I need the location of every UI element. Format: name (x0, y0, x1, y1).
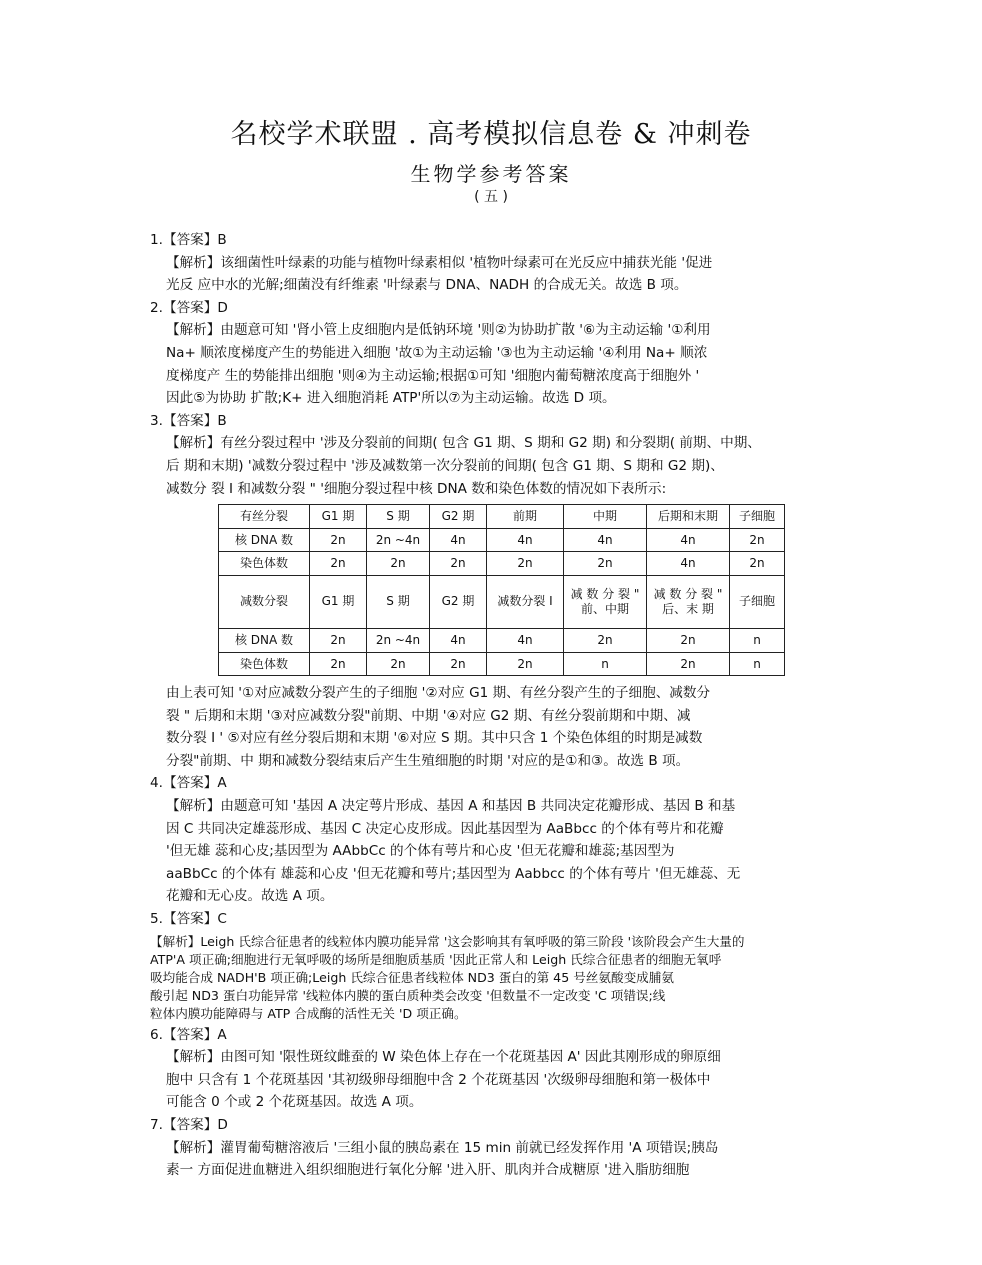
table-cell: 4n (430, 528, 487, 552)
q3-conclusion-line: 分裂"前期、中 期和减数分裂结束后产生生殖细胞的时期 '对应的是①和③。故选 B 项。 (166, 752, 690, 769)
table-cell: 染色体数 (219, 652, 310, 676)
q6-explanation-line: 胞中 只含有 1 个花斑基因 '其初级卵母细胞中含 2 个花斑基因 '次级卵母细胞和第一极体中 (166, 1071, 711, 1088)
q5-explanation-line: 粒体内膜功能障碍与 ATP 合成酶的活性无关 'D 项正确。 (150, 1005, 467, 1021)
table-cell: 2n (647, 628, 730, 652)
table-cell: 2n ~4n (367, 528, 430, 552)
q2-explanation-line: 【解析】由题意可知 '肾小管上皮细胞内是低钠环境 '则②为协助扩散 '⑥为主动运输 '①利用 (166, 322, 711, 339)
q3-explanation-line: 【解析】有丝分裂过程中 '涉及分裂前的间期( 包含 G1 期、S 期和 G2 期) 和分裂期( 前期、中期、 (166, 435, 761, 452)
table-row (219, 528, 785, 552)
q1-explanation-line: 【解析】该细菌性叶绿素的功能与植物叶绿素相似 '植物叶绿素可在光反应中捕获光能 '促进 (166, 254, 713, 271)
table-cell: G2 期 (430, 575, 487, 628)
table-cell: 2n (367, 552, 430, 576)
table-row (219, 652, 785, 676)
table-cell: 2n (310, 552, 367, 576)
volume-label: ( 五 ) (474, 189, 508, 205)
q3-answer: 3.【答案】B (150, 412, 227, 429)
table-cell: 4n (647, 528, 730, 552)
table-cell: 减 数 分 裂 " 前、中期 (564, 575, 647, 628)
cell-division-table (218, 504, 785, 676)
q5-answer: 5.【答案】C (150, 911, 227, 928)
q4-explanation-line: 因 C 共同决定雄蕊形成、基因 C 决定心皮形成。因此基因型为 AaBbcc 的个体有萼片和花瓣 (166, 820, 724, 837)
q1-explanation-line: 光反 应中水的光解;细菌没有纤维素 '叶绿素与 DNA、NADH 的合成无关。故选 B 项。 (166, 277, 688, 294)
table-cell: S 期 (367, 505, 430, 529)
table-cell: 减数分裂 Ⅰ (487, 575, 564, 628)
table-cell: 4n (487, 628, 564, 652)
table-cell: 2n (430, 652, 487, 676)
table-cell: 2n (310, 652, 367, 676)
table-cell: 减数分裂 (219, 575, 310, 628)
table-cell: 有丝分裂 (219, 505, 310, 529)
table-cell: 4n (647, 552, 730, 576)
table-row (219, 628, 785, 652)
table-cell: 染色体数 (219, 552, 310, 576)
q7-answer: 7.【答案】D (150, 1117, 228, 1133)
table-cell: 2n (367, 652, 430, 676)
table-cell: 核 DNA 数 (219, 528, 310, 552)
q4-explanation-line: 花瓣和无心皮。故选 A 项。 (166, 888, 334, 905)
table-row (219, 575, 785, 628)
table-cell: 减 数 分 裂 " 后、末 期 (647, 575, 730, 628)
q2-explanation-line: Na+ 顺浓度梯度产生的势能进入细胞 '故①为主动运输 '③也为主动运输 '④利用 Na+ 顺浓 (166, 344, 708, 361)
table-cell: 2n (310, 628, 367, 652)
q6-answer: 6.【答案】A (150, 1026, 227, 1043)
answer-content (150, 229, 860, 1182)
table-cell: 2n (430, 552, 487, 576)
table-cell: 2n (730, 552, 785, 576)
table-cell: n (730, 628, 785, 652)
table-cell: G1 期 (310, 575, 367, 628)
q7-explanation-line: 【解析】灌胃葡萄糖溶液后 '三组小鼠的胰岛素在 15 min 前就已经发挥作用 'A 项错误;胰岛 (166, 1139, 719, 1156)
table-cell: n (564, 652, 647, 676)
table-cell: 子细胞 (730, 505, 785, 529)
table-cell: 核 DNA 数 (219, 628, 310, 652)
q4-answer: 4.【答案】A (150, 775, 227, 792)
table-cell: 后期和末期 (647, 505, 730, 529)
table-cell: S 期 (367, 575, 430, 628)
table-cell: 2n ~4n (367, 628, 430, 652)
q2-explanation-line: 因此⑤为协助 扩散;K+ 进入细胞消耗 ATP'所以⑦为主动运输。故选 D 项。 (166, 390, 616, 407)
table-cell: G2 期 (430, 505, 487, 529)
q2-explanation-line: 度梯度产 生的势能排出细胞 '则④为主动运输;根据①可知 '细胞内葡萄糖浓度高于细胞外 ' (166, 367, 700, 384)
table-cell: 4n (564, 528, 647, 552)
table-row (219, 552, 785, 576)
q3-conclusion-line: 由上表可知 '①对应减数分裂产生的子细胞 '②对应 G1 期、有丝分裂产生的子细胞、减数分 (166, 685, 711, 702)
table-cell: 4n (487, 528, 564, 552)
table-cell: 2n (564, 628, 647, 652)
table-cell: 2n (730, 528, 785, 552)
q4-explanation-line: '但无雄 蕊和心皮;基因型为 AAbbCc 的个体有萼片和心皮 '但无花瓣和雄蕊;基因型为 (166, 843, 675, 860)
table-cell: 4n (430, 628, 487, 652)
q1-answer: 1.【答案】B (150, 232, 227, 248)
table-cell: 前期 (487, 505, 564, 529)
q5-explanation-line: ATP'A 项正确;细胞进行无氧呼吸的场所是细胞质基质 '因此正常人和 Leigh 氏综合征患者的细胞无氧呼 (150, 951, 722, 967)
q4-explanation-line: 【解析】由题意可知 '基因 A 决定萼片形成、基因 A 和基因 B 共同决定花瓣形成、基因 B 和基 (166, 798, 736, 815)
table-cell: 中期 (564, 505, 647, 529)
table-cell: 2n (564, 552, 647, 576)
table-row (219, 505, 785, 529)
table-cell: n (730, 652, 785, 676)
q3-explanation-line: 后 期和末期) '减数分裂过程中 '涉及减数第一次分裂前的间期( 包含 G1 期、S 期和 G2 期)、 (166, 457, 724, 474)
q5-explanation-line: 吸均能合成 NADH'B 项正确;Leigh 氏综合征患者线粒体 ND3 蛋白的第 45 号丝氨酸变成脯氨 (150, 969, 674, 985)
page-subtitle: 生物学参考答案 (410, 162, 572, 186)
table-cell: 2n (487, 652, 564, 676)
q5-explanation-line: 【解析】Leigh 氏综合征患者的线粒体内膜功能异常 '这会影响其有氧呼吸的第三阶段 '该阶段会产生大量的 (150, 933, 745, 949)
q6-explanation-line: 【解析】由图可知 '限性斑纹雌蚕的 W 染色体上存在一个花斑基因 A' 因此其刚形成的卵原细 (166, 1049, 721, 1066)
q3-conclusion-line: 裂 " 后期和末期 '③对应减数分裂"前期、中期 '④对应 G2 期、有丝分裂前期和中期、减 (166, 707, 691, 724)
table-cell: 子细胞 (730, 575, 785, 628)
q3-conclusion-line: 数分裂 Ⅰ ' ⑤对应有丝分裂后期和末期 '⑥对应 S 期。其中只含 1 个染色体组的时期是减数 (166, 730, 703, 747)
table-cell: G1 期 (310, 505, 367, 529)
q6-explanation-line: 可能含 0 个或 2 个花斑基因。故选 A 项。 (166, 1094, 423, 1111)
q4-explanation-line: aaBbCc 的个体有 雄蕊和心皮 '但无花瓣和萼片;基因型为 Aabbcc 的个体有萼片 '但无雄蕊、无 (166, 865, 741, 882)
page-title: 名校学术联盟 . 高考模拟信息卷 & 冲刺卷 (230, 119, 752, 150)
q7-explanation-line: 素一 方面促进血糖进入组织细胞进行氧化分解 '进入肝、肌肉并合成糖原 '进入脂肪细胞 (166, 1162, 690, 1179)
table-cell: 2n (310, 528, 367, 552)
q2-answer: 2.【答案】D (150, 299, 228, 316)
q3-explanation-line: 减数分 裂 Ⅰ 和减数分裂 " '细胞分裂过程中核 DNA 数和染色体数的情况如下表所示: (166, 480, 667, 497)
table-cell: 2n (647, 652, 730, 676)
q5-explanation-line: 酸引起 ND3 蛋白功能异常 '线粒体内膜的蛋白质种类会改变 '但数量不一定改变 'C 项错误;线 (150, 987, 666, 1003)
table-cell: 2n (487, 552, 564, 576)
